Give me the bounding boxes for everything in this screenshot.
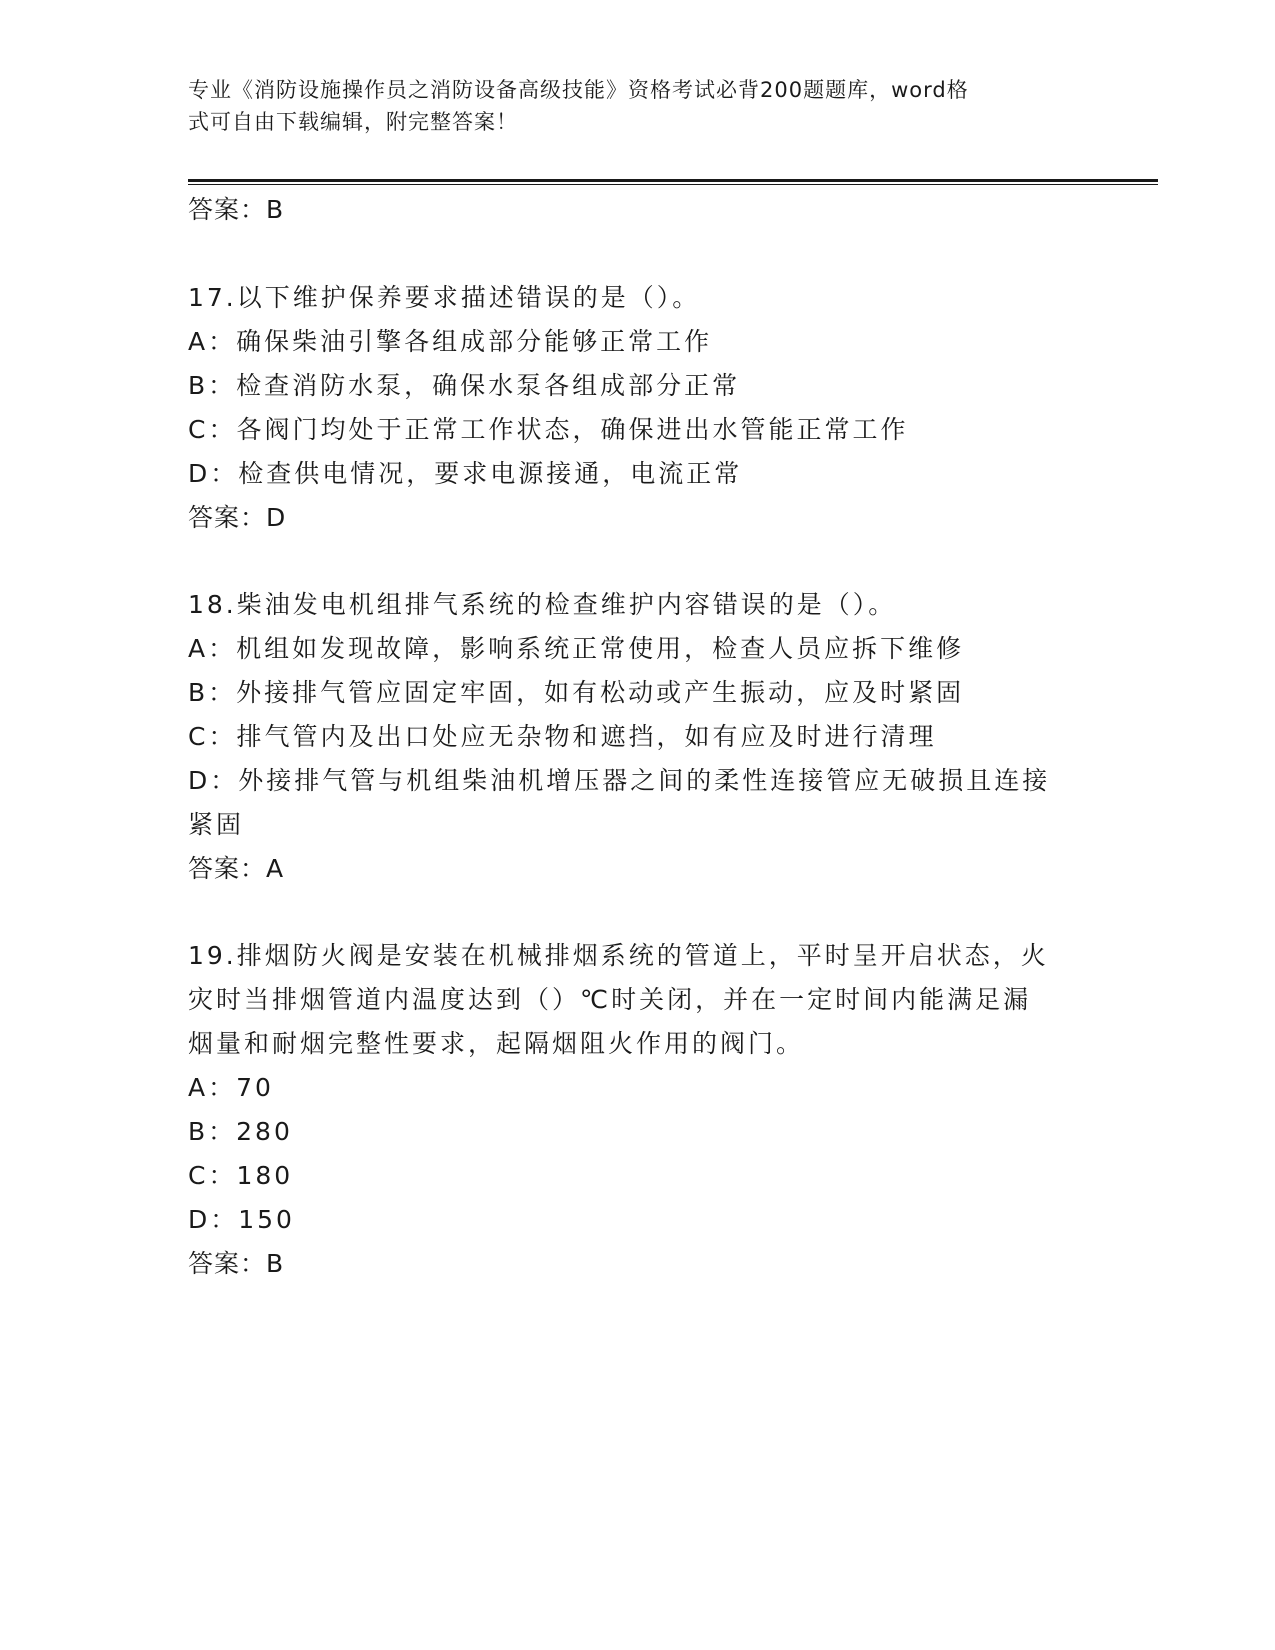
header-divider-thick xyxy=(188,179,1158,182)
header-line-2: 式可自由下载编辑，附完整答案！ xyxy=(188,110,518,134)
question-19-option-b: B：280 xyxy=(188,1117,293,1146)
question-17-option-d: D：检查供电情况，要求电源接通，电流正常 xyxy=(188,459,743,488)
answer-previous: 答案：B xyxy=(188,195,285,224)
question-18-answer: 答案：A xyxy=(188,854,285,883)
document-header xyxy=(188,74,1068,138)
question-19-option-a: A：70 xyxy=(188,1073,274,1102)
question-17-option-a: A：确保柴油引擎各组成部分能够正常工作 xyxy=(188,327,713,356)
question-19-option-c: C：180 xyxy=(188,1161,294,1190)
question-18-option-d: D：外接排气管与机组柴油机增压器之间的柔性连接管应无破损且连接 xyxy=(188,766,1051,795)
question-18-option-b: B：外接排气管应固定牢固，如有松动或产生振动，应及时紧固 xyxy=(188,678,965,707)
question-19-stem-line-1: 19.排烟防火阀是安装在机械排烟系统的管道上，平时呈开启状态，火 xyxy=(188,941,1049,970)
header-divider-thin xyxy=(188,184,1158,185)
question-18-option-d-continued: 紧固 xyxy=(188,810,245,839)
question-17-answer: 答案：D xyxy=(188,503,287,532)
question-17-option-c: C：各阀门均处于正常工作状态，确保进出水管能正常工作 xyxy=(188,415,909,444)
header-line-1: 专业《消防设施操作员之消防设备高级技能》资格考试必背200题题库，word格 xyxy=(188,78,969,102)
question-19-stem-line-2: 灾时当排烟管道内温度达到（）℃时关闭，并在一定时间内能满足漏 xyxy=(188,985,1032,1014)
question-19-answer: 答案：B xyxy=(188,1249,285,1278)
question-18-stem: 18.柴油发电机组排气系统的检查维护内容错误的是（）。 xyxy=(188,590,897,619)
question-18-option-c: C：排气管内及出口处应无杂物和遮挡，如有应及时进行清理 xyxy=(188,722,937,751)
question-19-stem-line-3: 烟量和耐烟完整性要求，起隔烟阻火作用的阀门。 xyxy=(188,1029,805,1058)
question-17-stem: 17.以下维护保养要求描述错误的是（）。 xyxy=(188,283,701,312)
question-17-option-b: B：检查消防水泵，确保水泵各组成部分正常 xyxy=(188,371,741,400)
question-18-option-a: A：机组如发现故障，影响系统正常使用，检查人员应拆下维修 xyxy=(188,634,965,663)
question-19-option-d: D：150 xyxy=(188,1205,295,1234)
